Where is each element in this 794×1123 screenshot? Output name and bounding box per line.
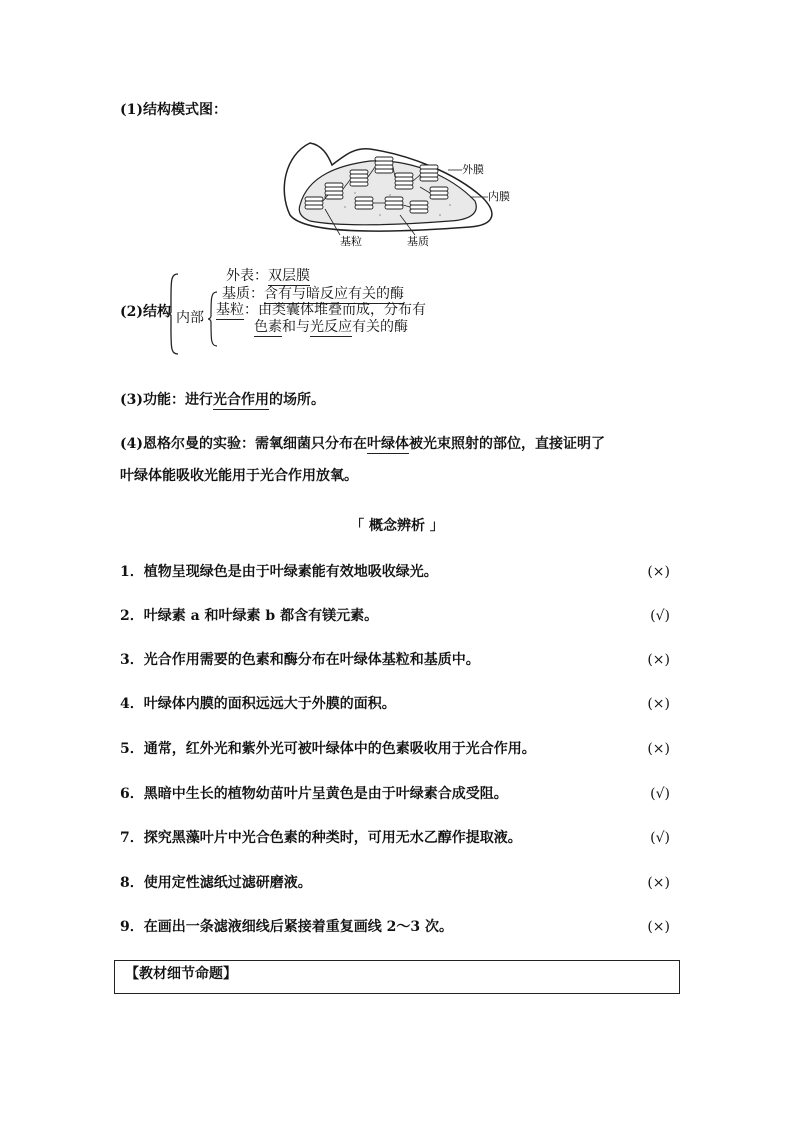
item-mark: (×) [647,875,670,891]
list-item [120,783,670,805]
item-mark: (√) [650,786,670,802]
list-item [120,872,670,894]
grana-line-2 [254,316,408,336]
section-4-line1-suffix: 被光束照射的部位，直接证明了 [409,436,605,452]
item-text: 1．植物呈现绿色是由于叶绿素能有效地吸收绿光。 [120,564,438,580]
section-4-line-2: 叶绿体能吸收光能用于光合作用放氧。 [120,468,358,484]
chloroplast-diagram [270,135,530,250]
item-text: 3．光合作用需要的色素和酶分布在叶绿体基粒和基质中。 [120,652,480,668]
outer-membrane-line [226,265,310,285]
item-mark: (√) [650,830,670,846]
grana-text-1: ：由类囊体堆叠而成，分布有 [244,302,426,318]
item-mark: (√) [650,608,670,624]
list-item [120,693,670,715]
section-3-highlight: 光合作用 [213,392,269,408]
item-text: 7．探究黑藻叶片中光合色素的种类时，可用无水乙醇作提取液。 [120,830,522,846]
section-3-prefix: (3)功能：进行 [120,392,213,408]
grana-light: 光反应 [310,319,352,335]
outer-prefix: 外表： [226,268,268,284]
item-text: 2．叶绿素 a 和叶绿素 b 都含有镁元素。 [120,608,379,624]
outer-value: 双层膜 [268,268,310,284]
item-mark: (×) [647,652,670,668]
concept-title: 「 概念辨析 」 [350,518,444,534]
label-grana: 基粒 [340,235,362,248]
item-text: 9．在画出一条滤液细线后紧接着重复画线 2～3 次。 [120,919,453,935]
list-item [120,916,670,938]
list-item [120,738,670,760]
label-stroma: 基质 [407,235,429,248]
item-text: 4．叶绿体内膜的面积远远大于外膜的面积。 [120,696,396,712]
list-item [120,649,670,671]
stroma-prefix: 基质： [222,286,264,302]
section-4-prefix: (4)恩格尔曼的实验：需氧细菌只分布在 [120,436,367,452]
section-3-suffix: 的场所。 [269,392,325,408]
list-item [120,605,670,627]
grana-pigment: 色素 [254,319,282,335]
stroma-text: 含有与暗反应有关的酶 [264,286,404,302]
box-title: 【教材细节命题】 [125,966,237,982]
chloroplast-illustration [270,135,530,250]
grana-end: 有关的酶 [352,319,408,335]
section-2-label: (2)结构 [120,304,171,320]
item-mark: (×) [647,741,670,757]
item-mark: (×) [647,919,670,935]
section-3 [120,388,325,412]
item-mark: (×) [647,564,670,580]
grana-and: 和与 [282,319,310,335]
list-item [120,827,670,849]
grana-term: 基粒 [216,302,244,318]
list-item [120,561,670,583]
item-mark: (×) [647,696,670,712]
textbook-detail-box [114,960,680,994]
section-1-label: (1)结构模式图： [120,102,227,118]
item-text: 5．通常，红外光和紫外光可被叶绿体中的色素吸收用于光合作用。 [120,741,536,757]
item-text: 6．黑暗中生长的植物幼苗叶片呈黄色是由于叶绿素合成受阻。 [120,786,508,802]
section-4-line-1 [120,432,605,456]
item-text: 8．使用定性滤纸过滤研磨液。 [120,875,312,891]
label-inner-membrane: 内膜 [488,190,510,203]
internal-label: 内部 [176,310,204,326]
label-outer-membrane: 外膜 [462,163,484,176]
section-4-highlight: 叶绿体 [367,436,409,452]
